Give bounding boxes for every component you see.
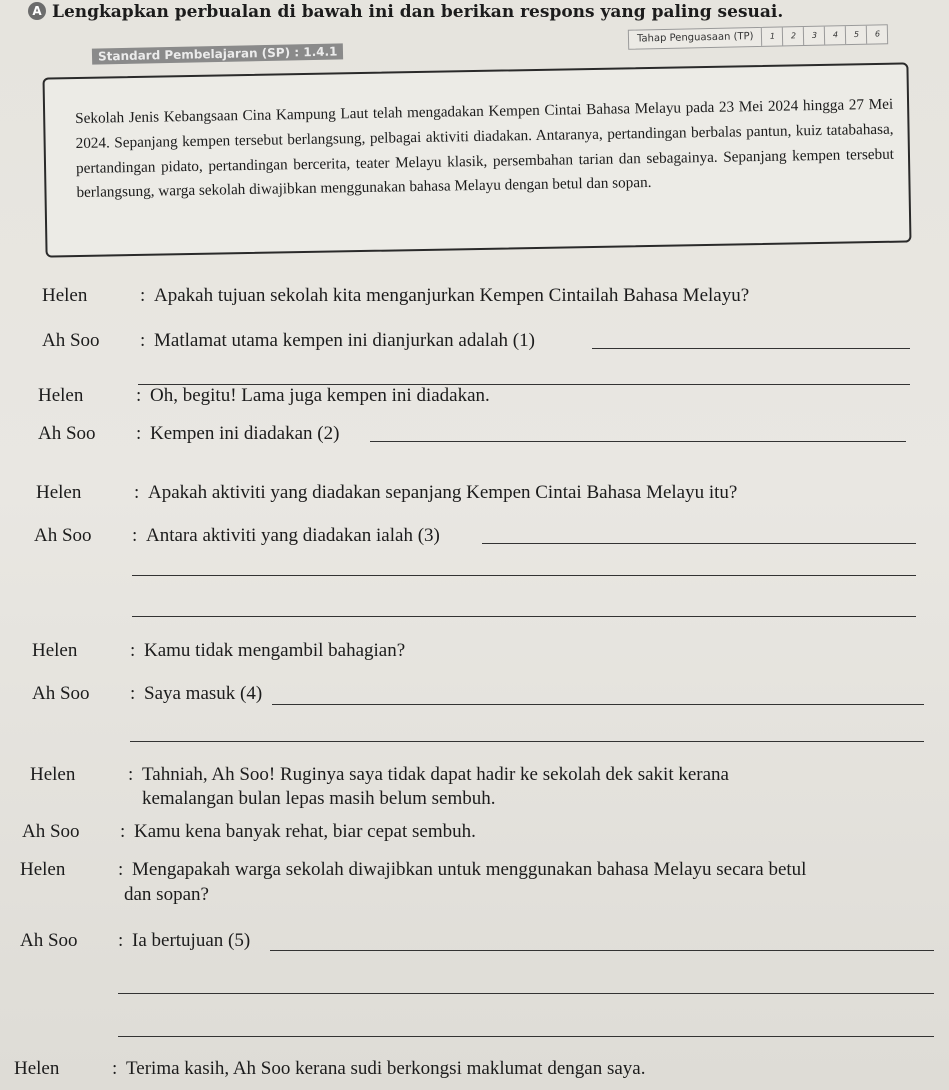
speaker-name: Ah Soo — [32, 683, 90, 704]
answer-blank-4[interactable] — [272, 704, 924, 705]
mastery-level-label: Tahap Penguasaan (TP) — [629, 28, 763, 49]
dialogue-text: Apakah tujuan sekolah kita menganjurkan Kempen Cintailah Bahasa Melayu? — [154, 285, 750, 306]
colon: : — [128, 764, 134, 785]
dialogue-line — [30, 764, 729, 786]
dialogue-line — [32, 640, 405, 662]
mastery-level-cell[interactable]: 1 — [762, 27, 783, 45]
dialogue-line — [42, 285, 749, 307]
dialogue-line — [34, 525, 440, 547]
dialogue-text: Antara aktiviti yang diadakan ialah (3) — [146, 525, 440, 546]
dialogue-line — [14, 1058, 645, 1080]
dialogue-line — [38, 385, 490, 407]
speaker-name: Helen — [38, 385, 84, 406]
speaker-name: Helen — [32, 640, 78, 661]
mastery-level-box — [628, 24, 889, 49]
colon: : — [112, 1058, 118, 1079]
dialogue-text: Mengapakah warga sekolah diwajibkan untuk menggunakan bahasa Melayu secara betul — [132, 859, 807, 880]
dialogue-line — [20, 930, 250, 952]
answer-blank-1[interactable] — [592, 348, 910, 349]
speaker-name: Ah Soo — [38, 423, 96, 444]
colon: : — [118, 859, 124, 880]
passage-box — [42, 62, 911, 257]
speaker-name: Ah Soo — [20, 930, 78, 951]
colon: : — [136, 385, 142, 406]
answer-blank-4-continued[interactable] — [130, 741, 924, 742]
dialogue-text-continued: kemalangan bulan lepas masih belum sembuh. — [142, 788, 496, 809]
colon: : — [134, 482, 140, 503]
dialogue-text: Apakah aktiviti yang diadakan sepanjang Kempen Cintai Bahasa Melayu itu? — [148, 482, 738, 503]
dialogue-line — [38, 423, 339, 445]
speaker-name: Ah Soo — [42, 330, 100, 351]
colon: : — [136, 423, 142, 444]
mastery-level-cell[interactable]: 6 — [874, 29, 881, 39]
answer-blank-5-continued[interactable] — [118, 1036, 934, 1037]
dialogue-line — [22, 821, 476, 843]
answer-blank-2[interactable] — [370, 441, 906, 442]
dialogue-line — [20, 859, 806, 881]
instruction-text: Lengkapkan perbualan di bawah ini dan berikan respons yang paling sesuai. — [52, 2, 784, 22]
section-badge: A — [28, 2, 46, 20]
colon: : — [118, 930, 124, 951]
speaker-name: Ah Soo — [34, 525, 92, 546]
colon: : — [130, 640, 136, 661]
mastery-level-cell[interactable]: 2 — [783, 27, 804, 45]
dialogue-text: Kamu kena banyak rehat, biar cepat sembuh. — [134, 821, 476, 842]
answer-blank-3-continued[interactable] — [132, 616, 916, 617]
dialogue-line — [42, 330, 535, 352]
speaker-name: Ah Soo — [22, 821, 80, 842]
colon: : — [140, 330, 146, 351]
speaker-name: Helen — [30, 764, 76, 785]
answer-blank-5-continued[interactable] — [118, 993, 934, 994]
colon: : — [120, 821, 126, 842]
speaker-name: Helen — [14, 1058, 60, 1079]
dialogue-line — [32, 683, 262, 705]
speaker-name: Helen — [42, 285, 88, 306]
dialogue-text: Saya masuk (4) — [144, 683, 263, 704]
instruction-heading — [28, 2, 929, 22]
answer-blank-5[interactable] — [270, 950, 934, 951]
dialogue-text-continued: dan sopan? — [124, 884, 209, 905]
dialogue-text: Matlamat utama kempen ini dianjurkan adalah (1) — [154, 330, 535, 351]
dialogue-line — [36, 482, 737, 504]
colon: : — [132, 525, 138, 546]
dialogue-text: Ia bertujuan (5) — [132, 930, 251, 951]
dialogue-text: Tahniah, Ah Soo! Ruginya saya tidak dapat hadir ke sekolah dek sakit kerana — [142, 764, 729, 785]
dialogue-text: Kamu tidak mengambil bahagian? — [144, 640, 406, 661]
standard-label: Standard Pembelajaran (SP) : 1.4.1 — [92, 43, 344, 64]
mastery-level-cell[interactable]: 3 — [804, 27, 825, 45]
speaker-name: Helen — [36, 482, 82, 503]
colon: : — [130, 683, 136, 704]
colon: : — [140, 285, 146, 306]
speaker-name: Helen — [20, 859, 66, 880]
answer-blank-3[interactable] — [482, 543, 916, 544]
dialogue-text: Oh, begitu! Lama juga kempen ini diadakan. — [150, 385, 490, 406]
dialogue-text: Kempen ini diadakan (2) — [150, 423, 340, 444]
dialogue-text: Terima kasih, Ah Soo kerana sudi berkongsi maklumat dengan saya. — [126, 1058, 646, 1079]
answer-blank-3-continued[interactable] — [132, 575, 916, 576]
mastery-level-cell[interactable]: 4 — [825, 26, 846, 44]
mastery-level-cell[interactable]: 5 — [846, 26, 867, 44]
passage-text: Sekolah Jenis Kebangsaan Cina Kampung Laut telah mengadakan Kempen Cintai Bahasa Melayu pada 23 Mei 2024 hingga 27 Mei 2024. Sepanjang kempen tersebut berlangsung, pelbagai aktiviti diadakan. Antaranya, pertandingan berbalas pantun, kuiz tatabahasa, pertandingan pidato, pertandingan bercerita, teater Melayu klasik, persembahan tarian dan sebagainya. Sepanjang kempen tersebut berlangsung, warga sekolah diwajibkan menggunakan bahasa Melayu dengan betul dan sopan. — [75, 95, 895, 202]
